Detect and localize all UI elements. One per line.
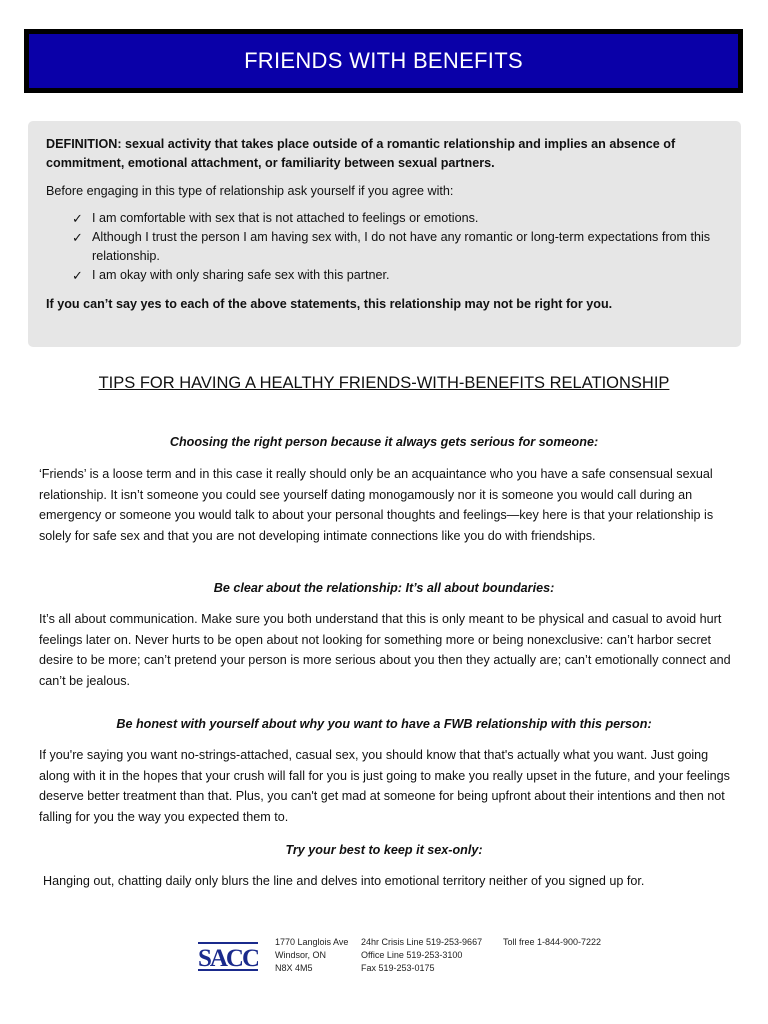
tips-heading: TIPS FOR HAVING A HEALTHY FRIENDS-WITH-BENEFITS RELATIONSHIP bbox=[98, 374, 670, 392]
checklist-item-text: Although I trust the person I am having sex with, I do not have any romantic or long-term expectations from this relationship. bbox=[92, 230, 711, 263]
page-title: FRIENDS WITH BENEFITS bbox=[29, 34, 738, 88]
section-heading: Choosing the right person because it always gets serious for someone: bbox=[169, 435, 599, 449]
section-body: Hanging out, chatting daily only blurs the line and delves into emotional territory neither of you signed up for. bbox=[43, 874, 645, 888]
checklist-item bbox=[72, 228, 723, 266]
address-line: N8X 4M5 bbox=[275, 963, 313, 973]
phone-line: 24hr Crisis Line 519-253-9667 bbox=[361, 937, 483, 947]
checklist-item bbox=[72, 266, 723, 285]
checklist-item-text: I am okay with only sharing safe sex with this partner. bbox=[92, 268, 390, 282]
section-heading: Be clear about the relationship: It’s all about boundaries: bbox=[213, 581, 555, 595]
address-line: Windsor, ON bbox=[275, 950, 327, 960]
section-body: ‘Friends’ is a loose term and in this case it really should only be an acquaintance who you have a safe consensual sexual relationship. It isn’t someone you could see yourself dating monogamously nor it is someone you would call during an emergency or someone you would talk to about your personal thoughts and feelings—key here is that your relationship is solely for safe sex and that you are not developing intimate connections like you do with friendships. bbox=[39, 467, 714, 543]
checklist-item-text: I am comfortable with sex that is not attached to feelings or emotions. bbox=[92, 211, 479, 225]
footer-phones bbox=[361, 936, 482, 975]
title-banner bbox=[24, 29, 743, 93]
checklist bbox=[46, 209, 723, 285]
logo-text: SACC bbox=[198, 945, 258, 972]
section-body: If you're saying you want no-strings-attached, casual sex, you should know that that's actually what you want. Just going along with it in the hopes that your crush will fall for you is just going to make you really upset in the future, and your feelings deserve better treatment than that. Plus, you can't get mad at someone for being upfront about their intentions and then not falling for you the way you expected them to. bbox=[39, 748, 730, 824]
phone-line: Office Line 519-253-3100 bbox=[361, 950, 463, 960]
checkmark-icon: ✓ bbox=[72, 230, 83, 245]
footer-address bbox=[275, 936, 348, 975]
sacc-logo bbox=[198, 938, 258, 974]
address-line: 1770 Langlois Ave bbox=[275, 937, 349, 947]
phone-line: Fax 519-253-0175 bbox=[361, 963, 435, 973]
section-heading: Be honest with yourself about why you want to have a FWB relationship with this person: bbox=[116, 717, 652, 731]
checkmark-icon: ✓ bbox=[72, 268, 83, 283]
conclusion-text: If you can’t say yes to each of the above statements, this relationship may not be right for you. bbox=[46, 297, 613, 311]
section-heading: Try your best to keep it sex-only: bbox=[285, 843, 483, 857]
section-body: It’s all about communication. Make sure you both understand that this is only meant to be physical and casual to avoid hurt feelings later on. Never hurts to be open about not looking for something more or being nonexclusive: can’t harbor secret desire to be more; can’t pretend your person is more serious about you then they actually are; can’t emotionally connect and can’t be jealous. bbox=[39, 612, 731, 688]
checklist-item bbox=[72, 209, 723, 228]
checklist-intro: Before engaging in this type of relationship ask yourself if you agree with: bbox=[46, 184, 454, 198]
definition-box bbox=[28, 121, 741, 347]
footer bbox=[198, 936, 638, 980]
footer-toll-free: Toll free 1-844-900-7222 bbox=[503, 937, 602, 947]
definition-text: DEFINITION: sexual activity that takes place outside of a romantic relationship and implies an absence of commitment, emotional attachment, or familiarity between sexual partners. bbox=[46, 137, 676, 170]
checkmark-icon: ✓ bbox=[72, 211, 83, 226]
